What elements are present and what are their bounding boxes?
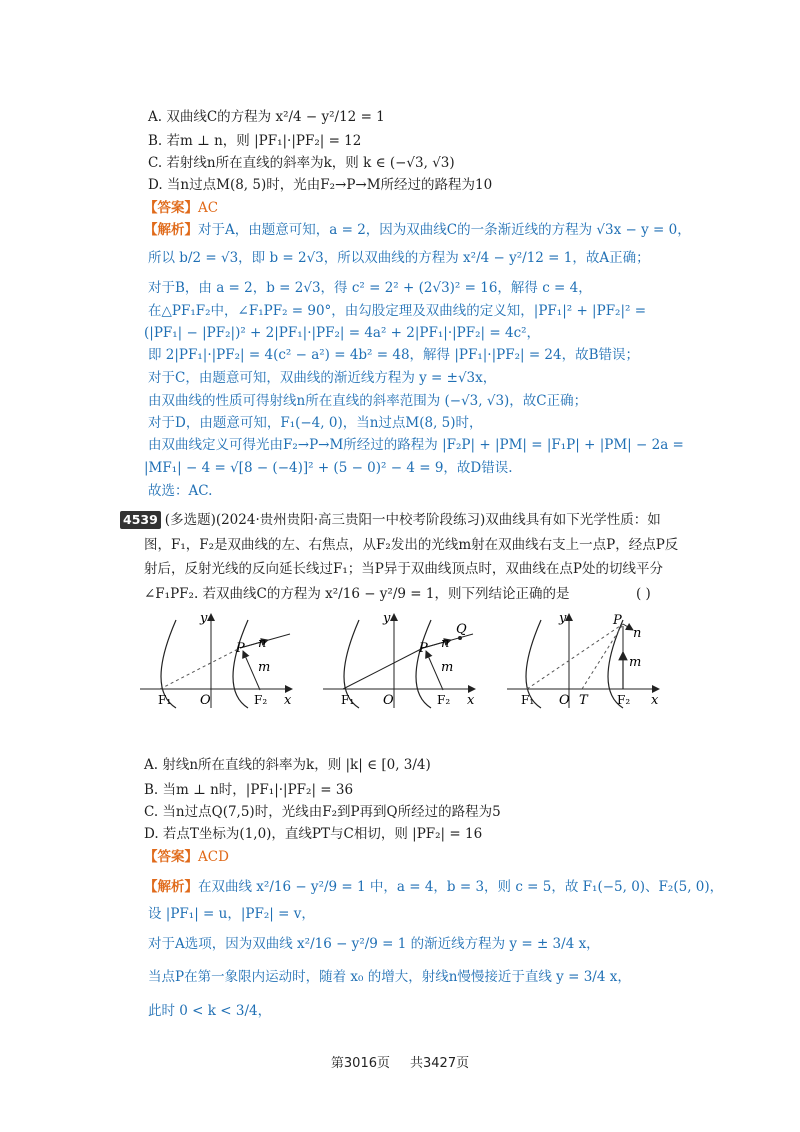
fig3-t-label: T xyxy=(579,693,588,708)
figure-1 xyxy=(140,611,292,708)
fig3-f2-label: F₂ xyxy=(617,693,631,707)
figure-2 xyxy=(323,611,475,708)
option-b: B. 当m ⊥ n时，|PF₁|·|PF₂| = 36 xyxy=(144,782,354,798)
fig2-m-label: m xyxy=(441,660,454,675)
option-a: A. 射线n所在直线的斜率为k，则 |k| ∈ [0, 3/4) xyxy=(144,757,431,773)
analysis-line-3: 对于A选项，因为双曲线 x²/16 − y²/9 = 1 的渐近线方程为 y = ± 3/4 x， xyxy=(148,936,600,952)
option-d: D. 若点T坐标为(1,0)，直线PT与C相切，则 |PF₂| = 16 xyxy=(144,826,483,842)
prev-option-b: B. 若m ⊥ n，则 |PF₁|·|PF₂| = 12 xyxy=(148,133,362,149)
fig1-f1-label: F₁ xyxy=(158,693,172,707)
prev-analysis-line-5: (|PF₁| − |PF₂|)² + 2|PF₁|·|PF₂| = 4a² + 2|PF₁|·|PF₂| = 4c²， xyxy=(144,325,541,341)
fig3-origin-label: O xyxy=(559,693,570,708)
prev-analysis-line-9: 对于D，由题意可知，F₁(−4, 0)，当n过点M(8, 5)时， xyxy=(148,415,483,431)
prev-analysis-line-11: |MF₁| − 4 = √[8 − (−4)]² + (5 − 0)² − 4 = 9，故D错误. xyxy=(144,460,513,476)
fig2-p-label: P xyxy=(419,641,428,656)
fig1-n-label: n xyxy=(258,636,267,651)
answer xyxy=(144,848,229,866)
question-line-3: 射后，反射光线的反向延长线过F₁；当P异于双曲线顶点时，双曲线在点P处的切线平分 xyxy=(144,561,663,577)
fig3-f1-label: F₁ xyxy=(521,693,535,707)
analysis-line-2: 设 |PF₁| = u，|PF₂| = v， xyxy=(148,906,315,922)
question-line-4: ∠F₁PF₂. 若双曲线C的方程为 x²/16 − y²/9 = 1，则下列结论正确的是 xyxy=(144,586,570,602)
prev-analysis-line-4: 在△PF₁F₂中，∠F₁PF₂ = 90°，由勾股定理及双曲线的定义知，|PF₁|² + |PF₂|² = xyxy=(148,303,647,319)
page-number: 第3016页 xyxy=(330,1056,390,1071)
fig1-y-label: y xyxy=(200,611,208,626)
fig2-f2-label: F₂ xyxy=(437,693,451,707)
answer-value: ACD xyxy=(198,849,229,865)
fig1-m-label: m xyxy=(258,660,271,675)
page-total: 共3427页 xyxy=(410,1056,470,1071)
fig3-y-label: y xyxy=(559,611,567,626)
question-text-1: (多选题)(2024·贵州贵阳·高三贵阳一中校考阶段练习)双曲线具有如下光学性质：如 xyxy=(164,512,661,528)
fig1-p-label: P xyxy=(236,641,245,656)
fig1-origin-label: O xyxy=(200,693,211,708)
page-footer xyxy=(0,1052,800,1071)
question-line-1 xyxy=(120,511,661,529)
fig1-x-label: x xyxy=(284,693,292,708)
analysis-line-1 xyxy=(144,878,723,896)
prev-analysis-line-7: 对于C，由题意可知，双曲线的渐近线方程为 y = ±√3x， xyxy=(148,370,497,386)
prev-analysis-line-12: 故选：AC. xyxy=(148,483,213,499)
analysis-line-4: 当点P在第一象限内运动时，随着 x₀ 的增大，射线n慢慢接近于直线 y = 3/4 x， xyxy=(148,969,631,985)
prev-option-a: A. 双曲线C的方程为 x²/4 − y²/12 = 1 xyxy=(148,109,385,125)
fig3-m-label: m xyxy=(629,655,642,670)
fig2-q-label: Q xyxy=(456,622,467,637)
fig3-p-label: P xyxy=(613,613,622,628)
prev-analysis-text-1: 对于A，由题意可知，a = 2，因为双曲线C的一条渐近线的方程为 √3x − y = 0， xyxy=(198,222,691,238)
fig1-f2-label: F₂ xyxy=(254,693,268,707)
prev-option-c: C. 若射线n所在直线的斜率为k，则 k ∈ (−√3, √3) xyxy=(148,155,455,171)
analysis-text-1: 在双曲线 x²/16 − y²/9 = 1 中，a = 4，b = 3，则 c = 5，故 F₁(−5, 0)、F₂(5, 0)， xyxy=(198,879,724,895)
hyperbola-figures xyxy=(140,608,680,712)
prev-answer-tag: 【答案】 xyxy=(144,200,198,216)
fig2-n-label: n xyxy=(441,636,450,651)
prev-analysis-line-3: 对于B，由 a = 2，b = 2√3，得 c² = 2² + (2√3)² = 16，解得 c = 4， xyxy=(148,280,592,296)
prev-answer-value: AC xyxy=(198,200,219,216)
fig2-origin-label: O xyxy=(383,693,394,708)
analysis-line-5: 此时 0 < k < 3/4， xyxy=(148,1003,272,1019)
question-line-2: 图，F₁，F₂是双曲线的左、右焦点，从F₂发出的光线m射在双曲线右支上一点P，经点P反 xyxy=(144,537,679,553)
answer-tag: 【答案】 xyxy=(144,849,198,865)
fig3-x-label: x xyxy=(651,693,659,708)
figures xyxy=(140,608,680,716)
fig3-n-label: n xyxy=(633,626,642,641)
prev-option-d: D. 当n过点M(8, 5)时，光由F₂→P→M所经过的路程为10 xyxy=(148,177,493,193)
option-c: C. 当n过点Q(7,5)时，光线由F₂到P再到Q所经过的路程为5 xyxy=(144,804,501,820)
prev-answer xyxy=(144,199,218,217)
fig2-y-label: y xyxy=(383,611,391,626)
prev-analysis-line-6: 即 2|PF₁|·|PF₂| = 4(c² − a²) = 4b² = 48，解得 |PF₁|·|PF₂| = 24，故B错误； xyxy=(148,347,640,363)
figure-3 xyxy=(507,611,659,708)
prev-analysis-tag: 【解析】 xyxy=(144,222,198,238)
prev-analysis-line-10: 由双曲线定义可得光由F₂→P→M所经过的路程为 |F₂P| + |PM| = |F₁P| + |PM| − 2a = xyxy=(148,437,684,453)
analysis-tag: 【解析】 xyxy=(144,879,198,895)
prev-analysis-line-8: 由双曲线的性质可得射线n所在直线的斜率范围为 (−√3, √3)，故C正确； xyxy=(148,393,588,409)
question-number: 4539 xyxy=(120,511,161,529)
fig2-f1-label: F₁ xyxy=(341,693,355,707)
prev-analysis-line-2: 所以 b/2 = √3，即 b = 2√3，所以双曲线的方程为 x²/4 − y²/12 = 1，故A正确； xyxy=(148,250,650,266)
answer-bracket: ( ) xyxy=(636,586,651,602)
fig2-x-label: x xyxy=(467,693,475,708)
prev-analysis-line-1 xyxy=(144,221,691,239)
